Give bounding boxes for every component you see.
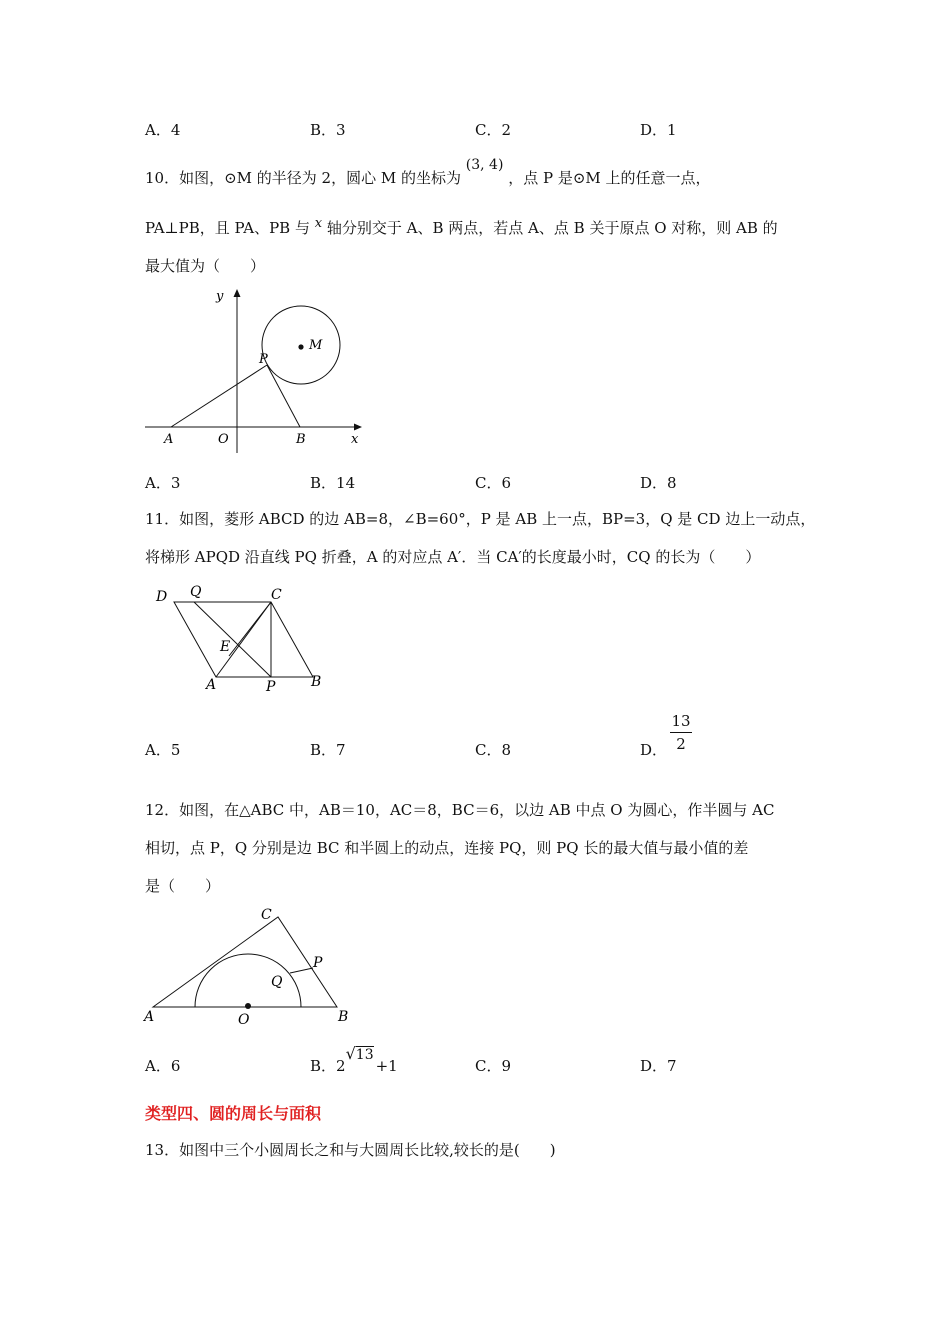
q11-fraction-bar (670, 732, 692, 733)
sqrt-icon: √ (345, 1044, 356, 1063)
q12-option-b-coefficient: 2 (336, 1057, 346, 1075)
q12-label-b: B (338, 1009, 349, 1025)
q10-label-x: x (351, 432, 359, 447)
q12-option-b: B．2√13+1 (310, 1044, 398, 1075)
q12-label-a: A (144, 1009, 155, 1025)
q11-label-d: D (156, 589, 168, 605)
q12-label-p: P (313, 955, 323, 971)
q10-stem-line1: 10．如图，⊙M 的半径为 2，圆心 M 的坐标为 (3, 4) ，点 P 是⊙M 上的任意一点， (145, 157, 711, 187)
q10-label-a: A (164, 432, 174, 447)
q11-segment-ce (229, 602, 271, 656)
q12-center-o (245, 1003, 251, 1009)
q12-semicircle (195, 954, 301, 1007)
q10-segment-pa (171, 365, 267, 427)
q12-option-d: D．7 (640, 1057, 677, 1075)
q13-stem-line1: 13．如图中三个小圆周长之和与大圆周长比较,较长的是( ) (145, 1141, 556, 1159)
q10-center-m (298, 344, 303, 349)
q10-coordinate: (3, 4) (465, 157, 504, 173)
q12-option-b-tail: +1 (375, 1057, 398, 1075)
q12-label-c: C (261, 907, 272, 923)
q10-segment-pb (267, 365, 300, 427)
q11-label-b: B (311, 674, 322, 690)
q10-label-b: B (296, 432, 306, 447)
q11-option-c: C．8 (475, 741, 512, 759)
q11-option-d-fraction (670, 712, 692, 753)
q10-stem-line2: PA⊥PB，且 PA、PB 与 x 轴分别交于 A、B 两点，若点 A、点 B 关于原点 O 对称，则 AB 的 (145, 216, 778, 237)
q10-stem-line3: 最大值为（ ） (145, 257, 266, 275)
q10-x-variable: x (314, 216, 323, 231)
q10-label-y: y (216, 289, 224, 304)
section-title: 类型四、圆的周长与面积 (145, 1104, 322, 1123)
q11-label-c: C (271, 587, 282, 603)
q11-option-a: A．5 (145, 741, 181, 759)
q12-figure (140, 900, 355, 1030)
q11-stem-line2: 将梯形 APQD 沿直线 PQ 折叠，A 的对应点 A′．当 CA′的长度最小时，CQ 的长为（ ） (145, 548, 761, 566)
q12-stem-line2: 相切，点 P，Q 分别是边 BC 和半圆上的动点，连接 PQ，则 PQ 长的最大值与最小值的差 (145, 839, 749, 857)
q11-label-q: Q (190, 584, 202, 600)
q10-label-o: O (218, 432, 229, 447)
q10-option-c: C．6 (475, 474, 512, 492)
q11-option-d: D． (640, 741, 668, 759)
q12-option-c: C．9 (475, 1057, 512, 1075)
q11-fraction-denominator: 2 (676, 735, 686, 753)
q11-label-e: E (220, 639, 231, 655)
q11-figure (150, 583, 335, 698)
q9-option-a: A．4 (145, 121, 181, 139)
q12-stem-line1: 12．如图，在△ABC 中，AB＝10，AC＝8，BC＝6，以边 AB 中点 O 为圆心，作半圆与 AC (145, 801, 775, 819)
q12-option-a: A．6 (145, 1057, 181, 1075)
q10-label-m: M (309, 338, 323, 353)
q10-label-p: P (259, 352, 268, 367)
q11-stem-line1: 11．如图，菱形 ABCD 的边 AB=8，∠B=60°，P 是 AB 上一点，BP=3，Q 是 CD 边上一动点， (145, 510, 816, 528)
q12-label-q: Q (271, 974, 283, 990)
q9-option-d: D．1 (640, 121, 677, 139)
q12-stem-line3: 是（ ） (145, 877, 221, 895)
q10-x-axis-arrow (354, 424, 362, 431)
q10-option-d: D．8 (640, 474, 677, 492)
q11-option-b: B．7 (310, 741, 346, 759)
q10-option-a: A．3 (145, 474, 181, 492)
q9-option-c: C．2 (475, 121, 512, 139)
q11-label-a: A (206, 677, 217, 693)
q12-option-b-radicand: 13 (355, 1047, 374, 1063)
q10-y-axis-arrow (234, 289, 241, 297)
q10-figure (140, 285, 370, 455)
q12-segment-pq (290, 968, 313, 973)
q11-segment-qp (194, 602, 271, 677)
q11-fraction-numerator: 13 (671, 712, 691, 730)
q11-label-p: P (266, 679, 276, 695)
q12-label-o: O (238, 1012, 250, 1028)
q9-option-b: B．3 (310, 121, 346, 139)
q12-triangle-abc (153, 917, 337, 1007)
q10-option-b: B．14 (310, 474, 356, 492)
